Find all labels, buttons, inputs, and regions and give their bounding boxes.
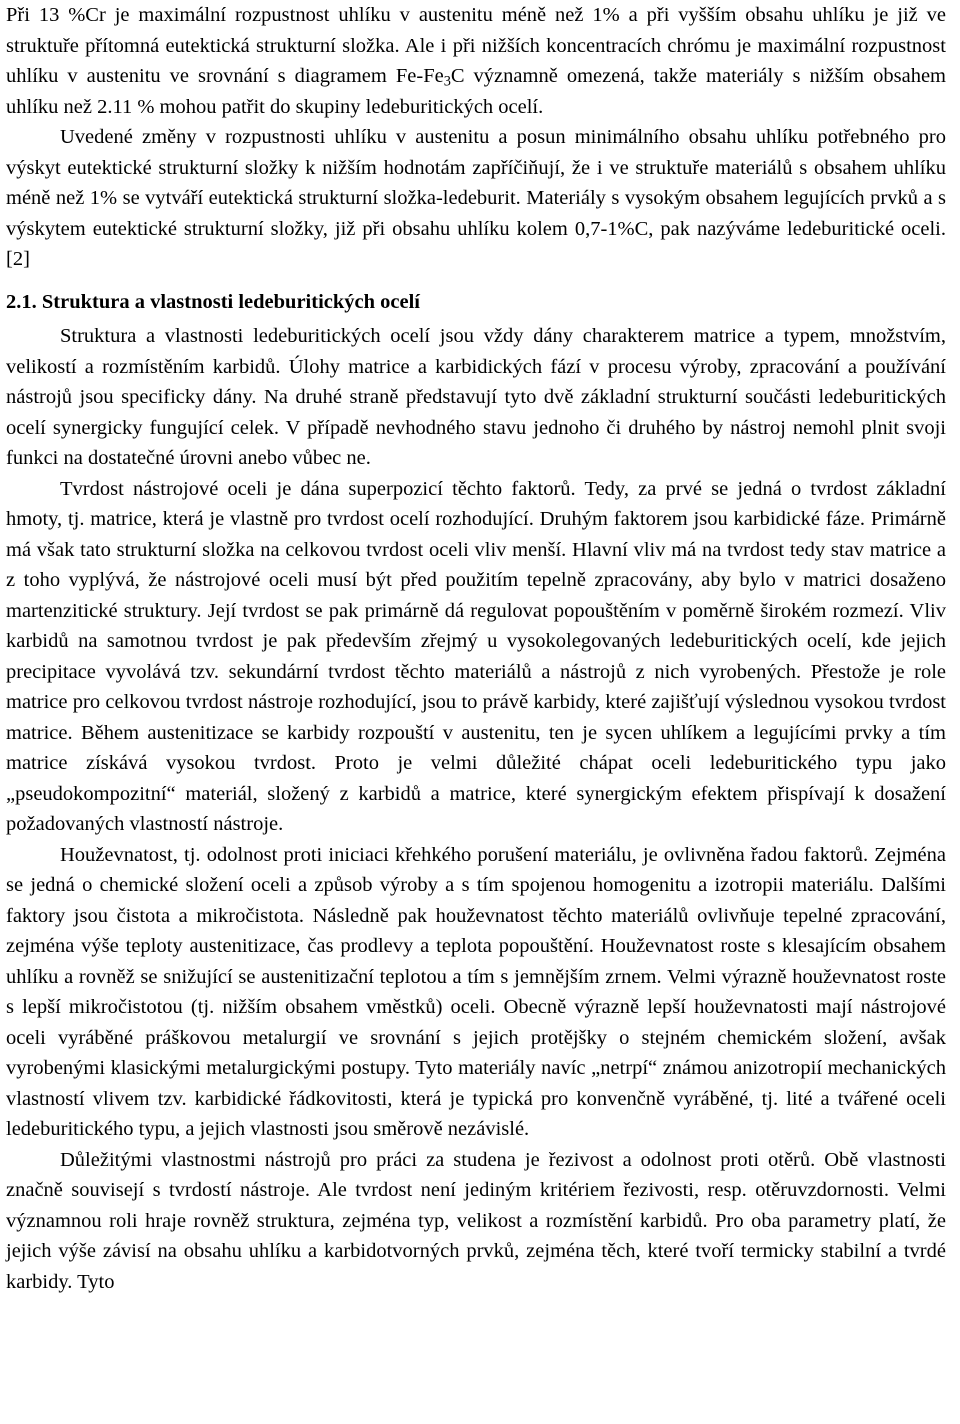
- paragraph-intro: Při 13 %Cr je maximální rozpustnost uhlíku v austenitu méně než 1% a při vyšším obsahu uhlíku je již ve struktuře přítomná eutektická strukturní složka. Ale i při nižších koncentracích chrómu je maximální rozpustnost uhlíku v austenitu ve srovnání s diagramem $Fe-Fe_3C$ významně omezená, takže materiály s nižším obsahem uhlíku než 2.11 % mohou patřit do skupiny ledeburitických ocelí.: [6, 4, 946, 118]
- document-page: [6, 0, 946, 1297]
- paragraph-solubility-shift: Uvedené změny v rozpustnosti uhlíku v austenitu a posun minimálního obsahu uhlíku potřebného pro výskyt eutektické strukturní složky k nižším hodnotám zapříčiňují, že i ve struktuře materiálů s obsahem uhlíku méně než 1% se vytváří eutektická strukturní složka-ledeburit. Materiály s vysokým obsahem legujících prvků a s výskytem eutektické strukturní složky, již při obsahu uhlíku kolem 0,7-1%C, pak nazýváme ledeburitické oceli. [2]: [6, 126, 946, 270]
- paragraph-cold-work: Důležitými vlastnostmi nástrojů pro práci za studena je řezivost a odolnost proti otěrů. Obě vlastnosti značně souvisejí s tvrdostí nástroje. Ale tvrdost není jediným kritériem řezivosti, resp. otěruvzdornosti. Velmi významnou roli hraje rovněž struktura, zejména typ, velikost a rozmístění karbidů. Pro oba parametry platí, že jejich výše závisí na obsahu uhlíku a karbidotvorných prvků, zejména těch, které tvoří termicky stabilní a tvrdé karbidy. Tyto: [6, 1148, 946, 1293]
- paragraph-structure: Struktura a vlastnosti ledeburitických ocelí jsou vždy dány charakterem matrice a typem, množstvím, velikostí a rozmístěním karbidů. Úlohy matrice a karbidických fází v procesu výroby, zpracování a používání nástrojů jsou specificky dány. Na druhé straně představují tyto dvě základní strukturní součásti ledeburitických ocelí synergicky fungující celek. V případě nevhodného stavu jednoho či druhého by nástroj nemohl plnit svoji funkci na dostatečné úrovni anebo vůbec ne.: [6, 325, 946, 469]
- section-heading: 2.1. Struktura a vlastnosti ledeburitických ocelí: [6, 290, 420, 313]
- paragraph-toughness: Houževnatost, tj. odolnost proti iniciaci křehkého porušení materiálu, je ovlivněna řadou faktorů. Zejména se jedná o chemické složení oceli a způsob výroby a s tím spojenou homogenitu a izotropii materiálu. Dalšími faktory jsou čistota a mikročistota. Následně pak houževnatost těchto materiálů ovlivňuje tepelné zpracování, zejména výše teploty austenitizace, čas prodlevy a teplota popouštění. Houževnatost roste s klesajícím obsahem uhlíku a rovněž se snižující se austenitizační teplotou a tím s jemnějším zrnem. Velmi výrazně houževnatost roste s lepší mikročistotou (tj. nižším obsahem vměstků) oceli. Obecně výrazně lepší houževnatosti mají nástrojové oceli vyráběné práškovou metalurgií ve srovnání s jejich protějšky o stejném chemickém složení, avšak vyrobenými klasickými metalurgickými postupy. Tyto materiály navíc „netrpí“ známou anizotropií mechanických vlastností vlivem tzv. karbidické řádkovitosti, která je typická pro konvenčně vyráběné, tj. lité a tvářené oceli ledeburitického typu, a jejich vlastnosti jsou směrově nezávislé.: [6, 843, 946, 1140]
- paragraph-hardness: Tvrdost nástrojové oceli je dána superpozicí těchto faktorů. Tedy, za prvé se jedná o tvrdost základní hmoty, tj. matrice, která je vlastně pro tvrdost ocelí rozhodující. Druhým faktorem jsou karbidické fáze. Primárně má však tato strukturní složka na celkovou tvrdost oceli vliv menší. Hlavní vliv má na tvrdost tedy stav matrice a z toho vyplývá, že nástrojové oceli musí být před použitím tepelně zpracovány, aby bylo v matrici dosaženo martenzitické struktury. Její tvrdost se pak primárně dá regulovat popouštěním v poměrně širokém rozmezí. Vliv karbidů na samotnou tvrdost je pak především zřejmý u vysokolegovaných ledeburitických ocelí, kde jejich precipitace vyvolává tzv. sekundární tvrdost těchto materiálů a nástrojů z nich vyrobených. Přestože je role matrice pro celkovou tvrdost nástroje rozhodující, jsou to právě karbidy, které zajišťují výslednou vysokou tvrdost matrice. Během austenitizace se karbidy rozpouští v austenitu, ten je sycen uhlíkem a legujícími prvky a tím matrice získává vysokou tvrdost. Proto je velmi důležité chápat oceli ledeburitického typu jako „pseudokompozitní“ materiál, složený z karbidů a matrice, které synergickým efektem přispívají k dosažení požadovaných vlastností nástroje.: [6, 477, 946, 835]
